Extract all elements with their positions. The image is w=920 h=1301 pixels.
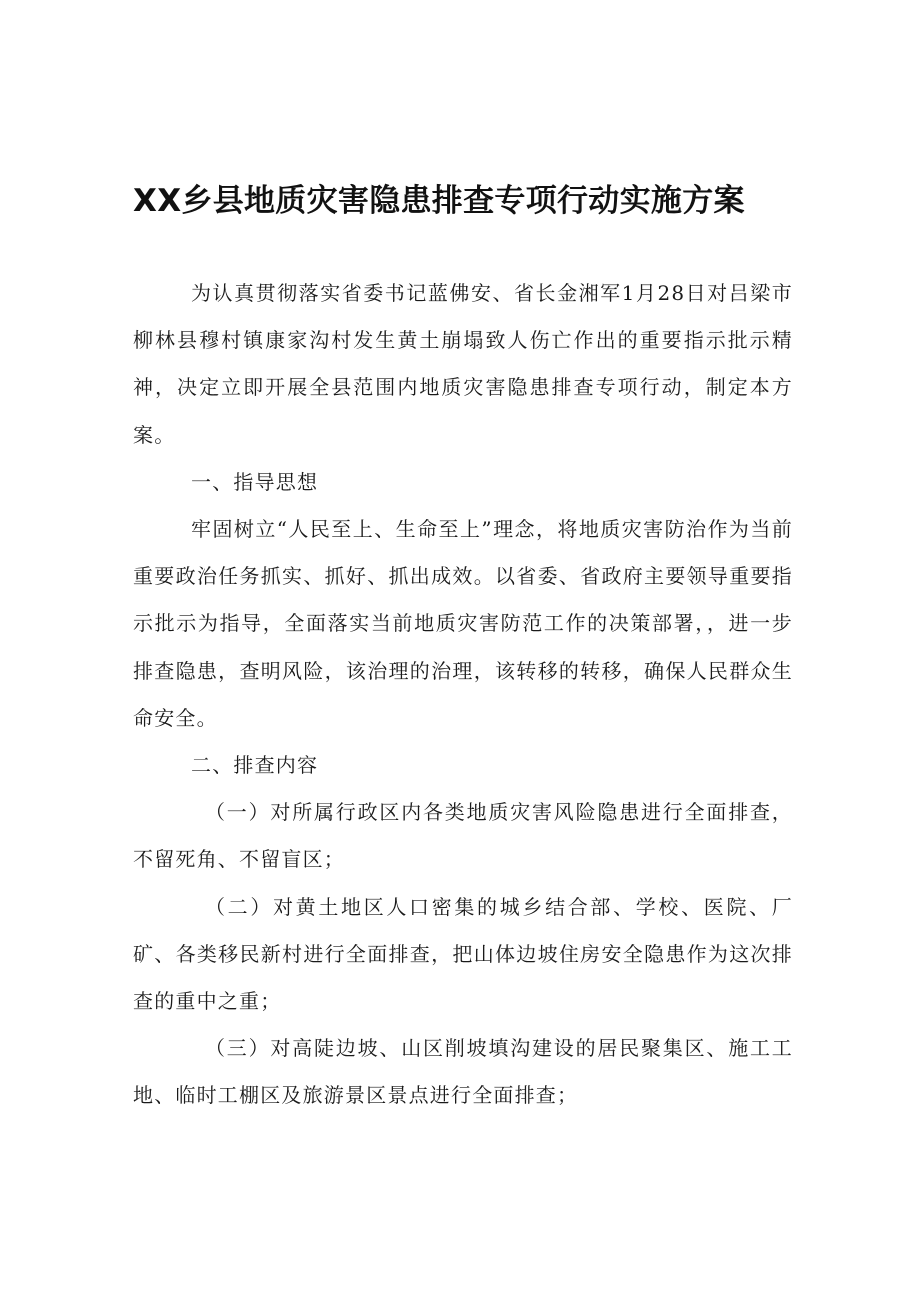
inspection-item-3: （三）对高陡边坡、山区削坡填沟建设的居民聚集区、施工工地、临时工棚区及旅游景区景点进行全面排查； — [133, 1036, 793, 1108]
inspection-item-2: （二）对黄土地区人口密集的城乡结合部、学校、医院、厂矿、各类移民新村进行全面排查，把山体边坡住房安全隐患作为这次排查的重中之重； — [133, 894, 793, 1014]
section-heading-guiding-ideology: 一、指导思想 — [191, 469, 319, 494]
guiding-ideology-paragraph: 牢固树立“人民至上、生命至上”理念，将地质灾害防治作为当前重要政治任务抓实、抓好、抓出成效。以省委、省政府主要领导重要指示批示为指导，全面落实当前地质灾害防范工作的决策部署，，进一步排查隐患，查明风险，该治理的治理，该转移的转移，确保人民群众生命安全。 — [133, 517, 793, 730]
document-title: XX乡县地质灾害隐患排查专项行动实施方案 — [133, 183, 745, 219]
section-heading-inspection-content: 二、排查内容 — [191, 753, 319, 778]
intro-paragraph: 为认真贯彻落实省委书记蓝佛安、省长金湘军1月28日对吕梁市柳林县穆村镇康家沟村发生黄土崩塌致人伤亡作出的重要指示批示精神，决定立即开展全县范围内地质灾害隐患排查专项行动，制定本方案。 — [133, 281, 793, 447]
document-body — [133, 270, 793, 1120]
inspection-item-1: （一）对所属行政区内各类地质灾害风险隐患进行全面排查，不留死角、不留盲区； — [133, 800, 793, 872]
